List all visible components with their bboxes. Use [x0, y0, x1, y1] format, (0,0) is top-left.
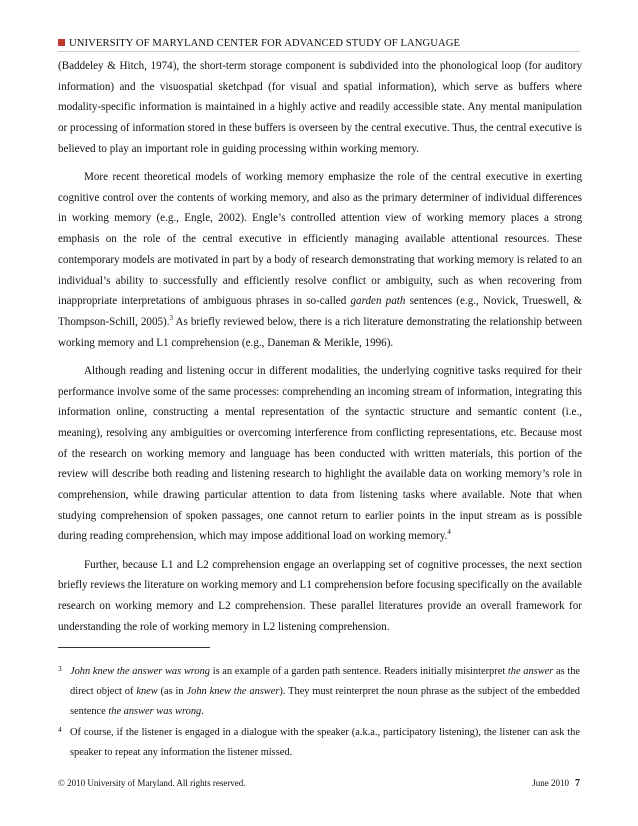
footnote-3-text-3: (as in — [157, 686, 187, 698]
red-square-icon — [58, 39, 65, 46]
footnote-3-number: 3 — [58, 664, 62, 673]
footnote-ref-3[interactable]: 3 — [169, 313, 174, 322]
footnote-3-italic-2: the answer — [507, 666, 554, 677]
paragraph-2-text-c: As briefly reviewed below, there is a rich literature demonstrating the relationship between working memory and L1 comprehension (e.g., Daneman & Merikle, 1996). — [58, 315, 582, 349]
page-footer — [58, 777, 580, 789]
footnote-ref-4[interactable]: 4 — [447, 528, 451, 537]
footnote-3-text-4: ). They must reinterpret the noun phrase as the subject of the embedded sentence — [70, 686, 580, 718]
footer-right — [532, 777, 580, 790]
footnote-4-number: 4 — [58, 724, 62, 734]
paragraph-1: (Baddeley & Hitch, 1974), the short-term storage component is subdivided into the phonological loop (for auditory information) and the visuospatial sketchpad (for visual and spatial information), which serve as buffers where modality-specific information is maintained in a highly active and readily accessible state. Any mental manipulation or processing of information stored in these buffers is overseen by the central executive. Thus, the central executive is believed to play an important role in guiding processing within working memory. — [58, 60, 582, 155]
footnote-3-text-2: as the direct object of — [70, 666, 581, 698]
body-text — [58, 56, 582, 645]
header-title: UNIVERSITY OF MARYLAND CENTER FOR ADVANCED STUDY OF LANGUAGE — [69, 38, 461, 49]
footnote-3-text-5: . — [201, 706, 204, 718]
footnote-4 — [58, 723, 580, 763]
footnote-3-text-1: is an example of a garden path sentence. Readers initially misinterpret — [210, 666, 508, 677]
footnote-3-italic-3: knew — [136, 686, 158, 698]
footnote-3-italic-5: the answer was wrong — [108, 706, 202, 718]
paragraph-2-text-b: sentences (e.g., Novick, Trueswell, & Thompson-Schill, 2005). — [58, 295, 582, 328]
copyright-notice: © 2010 University of Maryland. All rights reserved. — [58, 778, 246, 788]
paragraph-3 — [58, 361, 582, 547]
header-divider — [58, 51, 580, 52]
running-header — [58, 37, 580, 51]
page-number: 7 — [575, 778, 580, 789]
paragraph-4: Further, because L1 and L2 comprehension engage an overlapping set of cognitive processes, the next section briefly reviews the literature on working memory and L1 comprehension before focusing specifically on the available research on working memory and L2 comprehension. These parallel literatures provide an overall framework for understanding the role of working memory in L2 listening comprehension. — [58, 558, 582, 633]
footnote-4-text: Of course, if the listener is engaged in a dialogue with the speaker (a.k.a., participatory listening), the listener can ask the speaker to repeat any information the listener missed. — [70, 726, 580, 758]
footnotes — [58, 662, 580, 763]
garden-path-term: garden path — [350, 295, 406, 308]
footnote-divider — [58, 647, 210, 648]
footnote-3 — [58, 662, 580, 723]
paragraph-2-text-a: More recent theoretical models of working memory emphasize the role of the central executive in exerting cognitive control over the contents of working memory, and also as the primary determiner of individual differences in working memory (e.g., Engle, 2002). Engle’s controlled attention view of working memory places a strong emphasis on the role of the central executive in efficiently managing available attentional resources. These contemporary models are motivated in part by a body of research demonstrating that working memory is related to an individual’s ability to successfully and efficiently resolve conflict or ambiguity, such as when recovering from inappropriate interpretations of ambiguous phrases in so-called — [58, 171, 582, 308]
footnote-3-italic-4: John knew the answer — [186, 686, 280, 698]
paragraph-3-text: Although reading and listening occur in different modalities, the underlying cognitive tasks required for their performance involve some of the same processes: comprehending an incoming stream of information, integrating this information online, constructing a mental representation of the syntactic structure and semantic content (i.e., meaning), resolving any ambiguities or overcoming interference from conflicting representations, etc. Because most of the research on working memory and language has been conducted with written materials, this portion of the review will describe both reading and listening research to highlight the available data on working memory’s role in comprehension, while drawing particular attention to data from listening tasks where available. Note that when studying comprehension of spoken passages, one cannot return to earlier points in the input stream as is possible during reading comprehension, which may impose additional load on working memory. — [58, 364, 582, 543]
paragraph-2 — [58, 167, 582, 353]
footnote-3-example: John knew the answer was wrong — [70, 666, 211, 677]
footer-date: June 2010 — [532, 778, 569, 788]
